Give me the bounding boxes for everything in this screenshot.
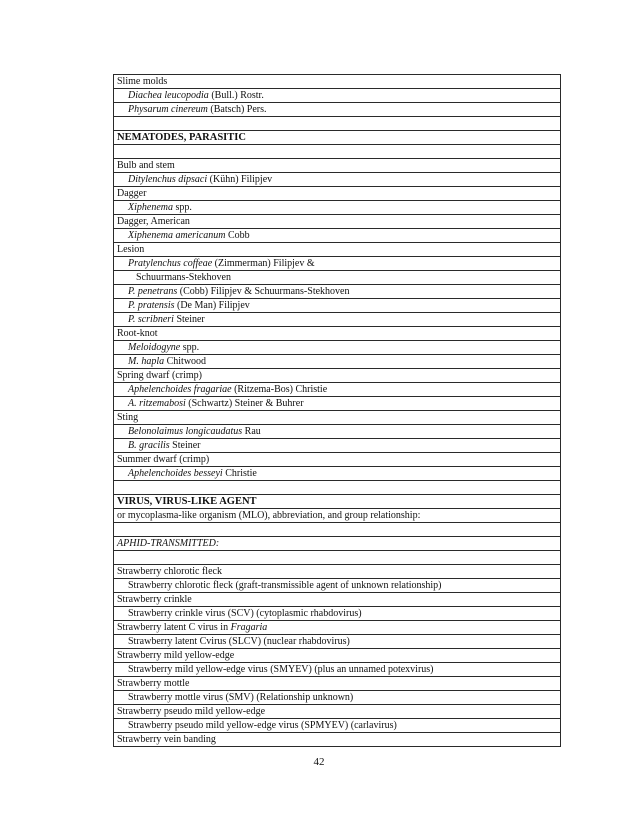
species-authority: (Cobb) Filipjev & Schuurmans-Stekhoven (177, 286, 350, 297)
species-cell (114, 425, 561, 439)
section-heading: NEMATODES, PARASITIC (114, 131, 561, 145)
species-cell (114, 285, 561, 299)
table-row (114, 187, 561, 201)
common-name-cell: Spring dwarf (crimp) (114, 369, 561, 383)
species-authority: (Batsch) Pers. (207, 104, 267, 115)
genus-name: Fragaria (230, 622, 268, 633)
table-row (114, 537, 561, 551)
virus-name-cell: Strawberry mild yellow-edge virus (SMYEV) (plus an unnamed potexvirus) (114, 663, 561, 677)
table-row (114, 677, 561, 691)
species-name: P. pratensis (128, 300, 175, 311)
species-name: P. scribneri (128, 314, 174, 325)
species-cell (114, 257, 561, 271)
common-name-cell: Summer dwarf (crimp) (114, 453, 561, 467)
table-row (114, 565, 561, 579)
species-cell (114, 313, 561, 327)
species-authority: spp. (180, 342, 200, 353)
common-name-cell: Strawberry pseudo mild yellow-edge (114, 705, 561, 719)
species-cell (114, 173, 561, 187)
species-authority: (Schwartz) Steiner & Buhrer (185, 398, 304, 409)
table-row (114, 523, 561, 537)
table-row (114, 173, 561, 187)
species-authority: (Ritzema-Bos) Christie (231, 384, 328, 395)
table-row (114, 467, 561, 481)
species-authority: (Bull.) Rostr. (208, 90, 264, 101)
table-row (114, 621, 561, 635)
common-name-cell: Strawberry crinkle (114, 593, 561, 607)
table-row (114, 663, 561, 677)
table-row (114, 579, 561, 593)
common-name-cell (114, 621, 561, 635)
table-row (114, 131, 561, 145)
species-cell (114, 467, 561, 481)
disease-names-table (113, 74, 561, 747)
common-name-cell: Root-knot (114, 327, 561, 341)
species-name: P. penetrans (128, 286, 178, 297)
table-row (114, 691, 561, 705)
common-name-cell: Slime molds (114, 75, 561, 89)
table-row (114, 201, 561, 215)
table-row (114, 285, 561, 299)
species-cell (114, 383, 561, 397)
species-name: Physarum cinereum (128, 104, 208, 115)
table-row (114, 271, 561, 285)
table-row (114, 145, 561, 159)
species-authority: Christie (222, 468, 257, 479)
table-row (114, 425, 561, 439)
table-row (114, 215, 561, 229)
table-row (114, 397, 561, 411)
species-cell (114, 299, 561, 313)
table-row (114, 705, 561, 719)
species-name: A. ritzemabosi (128, 398, 186, 409)
species-authority: Chitwood (164, 356, 207, 367)
common-name-cell: Bulb and stem (114, 159, 561, 173)
table-row (114, 369, 561, 383)
species-name: Ditylenchus dipsaci (128, 174, 208, 185)
table-row (114, 103, 561, 117)
virus-name-cell: Strawberry pseudo mild yellow-edge virus (SPMYEV) (carlavirus) (114, 719, 561, 733)
virus-name-cell: Strawberry mottle virus (SMV) (Relationship unknown) (114, 691, 561, 705)
species-name: Aphelenchoides besseyi (128, 468, 223, 479)
species-name: Xiphenema (128, 202, 173, 213)
species-authority: (Kühn) Filipjev (207, 174, 273, 185)
species-cell (114, 341, 561, 355)
species-cell (114, 89, 561, 103)
table-row (114, 635, 561, 649)
blank-cell (114, 551, 561, 565)
species-cell (114, 229, 561, 243)
common-name-cell: Strawberry chlorotic fleck (114, 565, 561, 579)
species-cell (114, 103, 561, 117)
common-name-cell: Dagger, American (114, 215, 561, 229)
common-name-cell: Dagger (114, 187, 561, 201)
species-authority: (Zimmerman) Filipjev & (212, 258, 315, 269)
species-cell (114, 439, 561, 453)
table-body (114, 75, 561, 747)
blank-cell (114, 145, 561, 159)
table-row (114, 733, 561, 747)
table-row (114, 327, 561, 341)
common-name-cell: Sting (114, 411, 561, 425)
species-authority: Steiner (169, 440, 201, 451)
virus-name-cell: Strawberry latent Cvirus (SLCV) (nuclear rhabdovirus) (114, 635, 561, 649)
species-name: Aphelenchoides fragariae (128, 384, 232, 395)
blank-cell (114, 117, 561, 131)
common-name-cell: Strawberry mild yellow-edge (114, 649, 561, 663)
subsection-heading: APHID-TRANSMITTED: (114, 537, 561, 551)
table-row (114, 551, 561, 565)
authority-continuation-cell: Schuurmans-Stekhoven (114, 271, 561, 285)
species-name: Diachea leucopodia (128, 90, 209, 101)
table-row (114, 257, 561, 271)
table-row (114, 299, 561, 313)
species-cell (114, 397, 561, 411)
species-name: Belonolaimus longicaudatus (128, 426, 243, 437)
species-authority: Steiner (173, 314, 205, 325)
table-row (114, 481, 561, 495)
species-authority: Rau (242, 426, 261, 437)
common-name-cell: Strawberry mottle (114, 677, 561, 691)
blank-cell (114, 481, 561, 495)
species-name: M. hapla (128, 356, 165, 367)
table-row (114, 341, 561, 355)
table-row (114, 439, 561, 453)
table-row (114, 383, 561, 397)
section-heading: VIRUS, VIRUS-LIKE AGENT (114, 495, 561, 509)
common-name-cell: Strawberry vein banding (114, 733, 561, 747)
species-name: B. gracilis (128, 440, 170, 451)
table-row (114, 495, 561, 509)
table-row (114, 229, 561, 243)
common-name-cell: Lesion (114, 243, 561, 257)
table-row (114, 593, 561, 607)
common-name-text: Strawberry latent C virus in (117, 622, 231, 633)
table-row (114, 719, 561, 733)
virus-name-cell: Strawberry crinkle virus (SCV) (cytoplasmic rhabdovirus) (114, 607, 561, 621)
species-cell (114, 201, 561, 215)
common-name-cell: or mycoplasma-like organism (MLO), abbreviation, and group relationship: (114, 509, 561, 523)
species-authority: (De Man) Filipjev (174, 300, 250, 311)
table-row (114, 75, 561, 89)
table-row (114, 313, 561, 327)
blank-cell (114, 523, 561, 537)
table-row (114, 411, 561, 425)
species-name: Pratylenchus coffeae (128, 258, 213, 269)
table-row (114, 355, 561, 369)
species-cell (114, 355, 561, 369)
table-row (114, 607, 561, 621)
species-name: Meloidogyne (128, 342, 181, 353)
table-row (114, 509, 561, 523)
table-row (114, 243, 561, 257)
virus-name-cell: Strawberry chlorotic fleck (graft-transmissible agent of unknown relationship) (114, 579, 561, 593)
species-name: Xiphenema americanum (128, 230, 226, 241)
table-row (114, 89, 561, 103)
species-authority: spp. (173, 202, 192, 213)
table-row (114, 117, 561, 131)
page-number: 42 (313, 756, 325, 768)
table-row (114, 159, 561, 173)
table-row (114, 649, 561, 663)
table-row (114, 453, 561, 467)
species-authority: Cobb (225, 230, 250, 241)
